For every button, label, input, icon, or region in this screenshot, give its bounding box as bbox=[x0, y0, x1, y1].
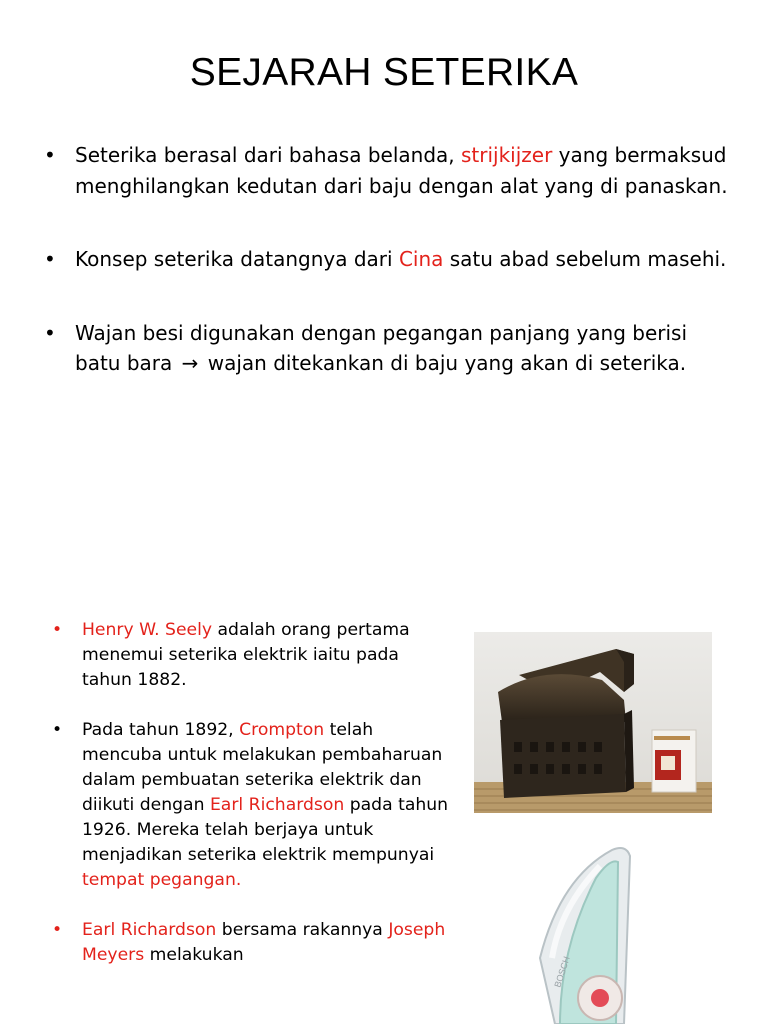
bullet-text: Wajan besi digunakan dengan pegangan panjang yang berisi batu bara bbox=[75, 320, 688, 375]
list-item bbox=[44, 318, 734, 379]
highlight-text: Earl Richardson bbox=[209, 795, 345, 815]
highlight-text: Joseph Meyers bbox=[82, 920, 446, 965]
list-item bbox=[52, 718, 452, 893]
highlight-text: strijkijzer bbox=[461, 143, 553, 167]
highlight-text: Earl Richardson bbox=[82, 920, 217, 940]
list-item bbox=[44, 244, 734, 275]
bullet-text: pada tahun 1926. Mereka telah berjaya untuk menjadikan seterika elektrik mempunyai bbox=[82, 795, 449, 865]
bullet-text: adalah orang pertama menemui seterika elektrik iaitu pada tahun 1882. bbox=[82, 620, 410, 690]
bullet-text: melakukan bbox=[144, 945, 244, 965]
bullet-icon: • bbox=[44, 247, 56, 271]
bullet-text: Konsep seterika datangnya dari bbox=[75, 247, 399, 271]
bullet-text: Pada tahun 1892, bbox=[82, 720, 240, 740]
bullet-icon: • bbox=[52, 720, 63, 740]
list-item bbox=[52, 618, 452, 693]
antique-iron-photo bbox=[474, 632, 712, 813]
highlight-text: Crompton bbox=[239, 720, 325, 740]
antique-iron-illustration bbox=[474, 632, 712, 813]
bullet-text: bersama rakannya bbox=[216, 920, 389, 940]
bullet-text: wajan ditekankan di baju yang akan di seterika. bbox=[201, 351, 687, 375]
bottom-bullet-list bbox=[52, 618, 452, 993]
slide-title: SEJARAH SETERIKA bbox=[189, 51, 579, 94]
svg-text:BOSCH: BOSCH bbox=[552, 955, 572, 989]
highlight-text: Cina bbox=[398, 247, 444, 271]
bullet-icon: • bbox=[44, 143, 56, 167]
bullet-text: Seterika berasal dari bahasa belanda, bbox=[75, 143, 461, 167]
bullet-icon: • bbox=[52, 620, 63, 640]
bullet-icon: • bbox=[44, 320, 56, 345]
bullet-text: yang bermaksud menghilangkan kedutan dari baju dengan alat yang di panaskan. bbox=[75, 143, 728, 198]
bullet-text: telah mencuba untuk melakukan pembaharuan dalam pembuatan seterika elektrik dan diikuti dengan bbox=[82, 720, 443, 815]
list-item bbox=[52, 918, 452, 968]
top-bullet-list bbox=[44, 140, 734, 422]
bullet-text: satu abad sebelum masehi. bbox=[443, 247, 727, 271]
modern-iron-photo bbox=[500, 838, 660, 1024]
highlight-text: Henry W. Seely bbox=[82, 620, 213, 640]
highlight-text: tempat pegangan. bbox=[82, 870, 242, 890]
bullet-icon: • bbox=[52, 920, 63, 940]
modern-iron-illustration bbox=[500, 838, 660, 1024]
list-item bbox=[44, 140, 734, 201]
arrow-right-icon: → bbox=[181, 351, 199, 375]
